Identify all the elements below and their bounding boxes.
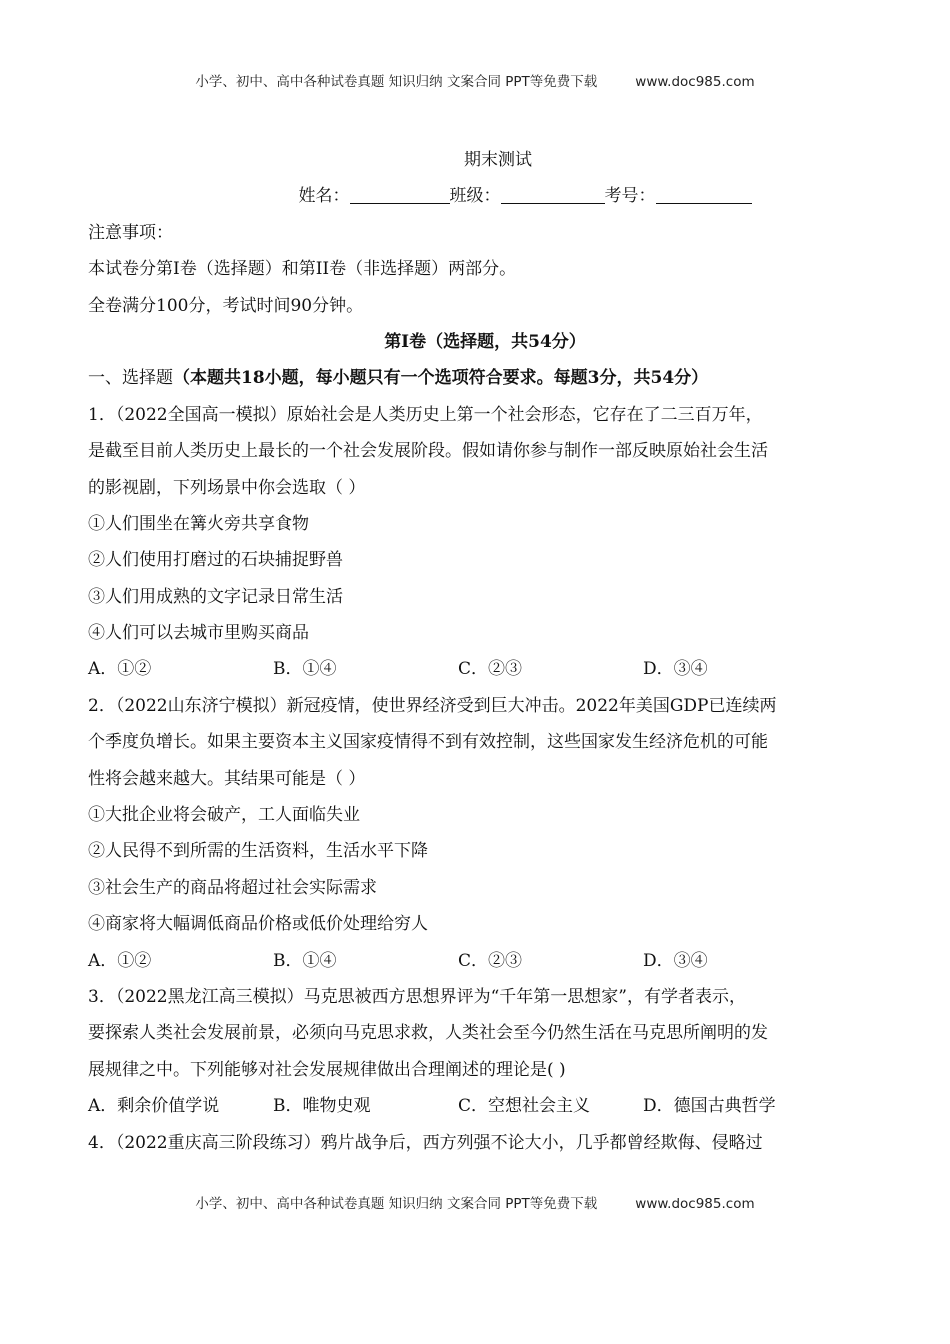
- question-4: [88, 1125, 862, 1161]
- footer-text: 小学、初中、高中各种试卷真题 知识归纳 文案合同 PPT等免费下载: [195, 1196, 598, 1212]
- statement-item: ④商家将大幅调低商品价格或低价处理给穷人: [88, 914, 428, 935]
- statement-item: ③人们用成熟的文字记录日常生活: [88, 586, 343, 607]
- statement-item: ①人们围坐在篝火旁共享食物: [88, 513, 309, 534]
- class-blank[interactable]: [501, 183, 605, 204]
- statement-item: ④人们可以去城市里购买商品: [88, 623, 309, 644]
- option-c[interactable]: C．②③: [458, 950, 523, 971]
- question-text: 展规律之中。下列能够对社会发展规律做出合理阐述的理论是( ): [88, 1059, 566, 1080]
- number-label: 考号：: [604, 186, 656, 207]
- question-text: 个季度负增长。如果主要资本主义国家疫情得不到有效控制，这些国家发生经济危机的可能: [88, 732, 768, 753]
- page-footer: [0, 1192, 950, 1212]
- option-d[interactable]: D．③④: [643, 659, 708, 680]
- option-b[interactable]: B．唯物史观: [273, 1096, 371, 1117]
- name-blank[interactable]: [350, 183, 450, 204]
- question-text: 2．（2022山东济宁模拟）新冠疫情，使世界经济受到巨大冲击。2022年美国GDP已连续两: [88, 695, 777, 716]
- option-a[interactable]: A．①②: [88, 659, 152, 680]
- part-title: 一、选择题: [88, 368, 173, 389]
- option-c[interactable]: C．空想社会主义: [458, 1096, 591, 1117]
- part-description: （本题共18小题，每小题只有一个选项符合要求。每题3分，共54分）: [173, 368, 709, 389]
- option-d[interactable]: D．德国古典哲学: [643, 1096, 776, 1117]
- exam-content: [88, 142, 862, 1161]
- student-info-row: [88, 178, 862, 214]
- answer-options: [88, 1088, 862, 1124]
- footer-site-link[interactable]: www.doc985.com: [635, 1196, 755, 1212]
- option-a[interactable]: A．剩余价值学说: [88, 1096, 220, 1117]
- notice-line: 本试卷分第I卷（选择题）和第II卷（非选择题）两部分。: [88, 259, 517, 280]
- option-c[interactable]: C．②③: [458, 659, 523, 680]
- question-3: [88, 979, 862, 1125]
- statement-item: ②人们使用打磨过的石块捕捉野兽: [88, 550, 343, 571]
- question-1: [88, 397, 862, 688]
- option-a[interactable]: A．①②: [88, 950, 152, 971]
- page-header: [0, 70, 950, 90]
- statement-item: ③社会生产的商品将超过社会实际需求: [88, 877, 377, 898]
- question-text: 4．（2022重庆高三阶段练习）鸦片战争后，西方列强不论大小，几乎都曾经欺侮、侵略过: [88, 1132, 763, 1153]
- number-blank[interactable]: [656, 183, 752, 204]
- question-text: 1．（2022全国高一模拟）原始社会是人类历史上第一个社会形态，它存在了二三百万年，: [88, 404, 763, 425]
- question-text: 是截至目前人类历史上最长的一个社会发展阶段。假如请你参与制作一部反映原始社会生活: [88, 441, 768, 462]
- class-label: 班级：: [449, 186, 501, 207]
- notice-title: 注意事项：: [88, 222, 173, 243]
- section-title: 第I卷（选择题，共54分）: [384, 331, 586, 352]
- question-2: [88, 688, 862, 979]
- header-site-link[interactable]: www.doc985.com: [635, 74, 755, 90]
- option-d[interactable]: D．③④: [643, 950, 708, 971]
- exam-title: 期末测试: [464, 150, 532, 170]
- option-b[interactable]: B．①④: [273, 950, 337, 971]
- part-heading: [88, 360, 862, 396]
- header-text: 小学、初中、高中各种试卷真题 知识归纳 文案合同 PPT等免费下载: [195, 74, 598, 90]
- question-text: 的影视剧，下列场景中你会选取（ ）: [88, 477, 366, 498]
- statement-item: ②人民得不到所需的生活资料，生活水平下降: [88, 841, 428, 862]
- statement-item: ①大批企业将会破产，工人面临失业: [88, 805, 360, 826]
- notice-line: 全卷满分100分，考试时间90分钟。: [88, 295, 364, 316]
- option-b[interactable]: B．①④: [273, 659, 337, 680]
- question-text: 要探索人类社会发展前景，必须向马克思求救，人类社会至今仍然生活在马克思所阐明的发: [88, 1023, 768, 1044]
- question-text: 3．（2022黑龙江高三模拟）马克思被西方思想界评为“千年第一思想家”，有学者表示，: [88, 986, 746, 1007]
- name-label: 姓名：: [298, 186, 350, 207]
- answer-options: [88, 651, 862, 687]
- answer-options: [88, 943, 862, 979]
- question-text: 性将会越来越大。其结果可能是（ ）: [88, 768, 366, 789]
